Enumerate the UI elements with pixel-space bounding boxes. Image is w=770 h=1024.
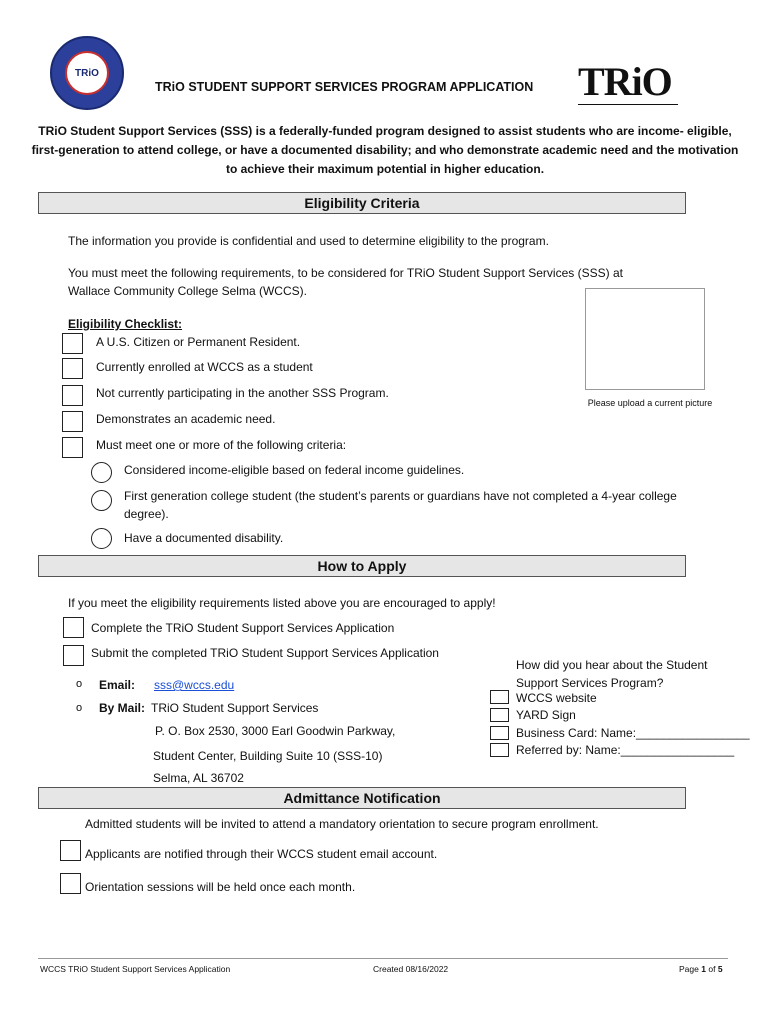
eligibility-heading: Eligibility Criteria (38, 192, 686, 214)
photo-caption: Please upload a current picture (587, 398, 713, 408)
footer-page-number (679, 964, 723, 974)
checkbox-wccs-website[interactable] (490, 690, 509, 704)
requirements-text: You must meet the following requirements, to be considered for TRiO Student Support Services (SSS) at Wallace Community College Selma (WCCS). (68, 266, 623, 298)
checkbox-yard-sign[interactable] (490, 708, 509, 722)
hear-question: How did you hear about the Student Support Services Program? (516, 658, 708, 690)
apply-step: Complete the TRiO Student Support Services Application (91, 621, 395, 635)
checklist-item: A U.S. Citizen or Permanent Resident. (96, 335, 301, 349)
apply-intro: If you meet the eligibility requirements listed above you are encouraged to apply! (68, 596, 496, 610)
checkbox-criteria[interactable] (62, 437, 83, 458)
page-label: Page (679, 964, 699, 974)
bullet-email: o (76, 678, 83, 690)
mail-label: By Mail: (99, 701, 146, 715)
checklist-item: Demonstrates an academic need. (96, 412, 276, 426)
how-to-apply-heading: How to Apply (38, 555, 686, 577)
mail-line: TRiO Student Support Services (151, 701, 319, 715)
footer-created: Created 08/16/2022 (373, 964, 449, 974)
admittance-item: Orientation sessions will be held once each month. (85, 880, 356, 894)
criteria-item: Have a documented disability. (124, 531, 284, 545)
footer-left: WCCS TRiO Student Support Services Application (40, 964, 231, 974)
page-current: 1 (701, 964, 706, 974)
intro-paragraph: TRiO Student Support Services (SSS) is a federally-funded program designed to assist students who are income- eligible, first-generation to attend college, or have a documented disability; and who demonstrate academic need and the motivation to achieve their maximum potential in higher education. (31, 124, 739, 176)
checkbox-academic-need[interactable] (62, 411, 83, 432)
checkbox-business-card[interactable] (490, 726, 509, 740)
radio-income-eligible[interactable] (91, 462, 112, 483)
confidential-text: The information you provide is confidential and used to determine eligibility to the program. (68, 234, 549, 248)
seal-text: TRiO (75, 67, 99, 79)
checkbox-notified-email[interactable] (60, 840, 81, 861)
logo-underline (578, 104, 678, 105)
checklist-label: Eligibility Checklist: (68, 317, 183, 331)
checkbox-citizen[interactable] (62, 333, 83, 354)
mail-line: Student Center, Building Suite 10 (SSS-10) (153, 749, 383, 763)
checklist-item: Not currently participating in the another SSS Program. (96, 386, 389, 400)
page-total: 5 (717, 964, 723, 974)
email-label: Email: (99, 678, 136, 692)
mail-line: Selma, AL 36702 (153, 771, 244, 785)
checkbox-submit-application[interactable] (63, 645, 84, 666)
checkbox-complete-application[interactable] (63, 617, 84, 638)
checkbox-enrolled[interactable] (62, 358, 83, 379)
trio-logo: TRiO (578, 59, 672, 104)
hear-option: Referred by: Name:_________________ (516, 743, 735, 757)
admittance-heading: Admittance Notification (38, 787, 686, 809)
page-of: of (708, 964, 716, 974)
bullet-mail: o (76, 702, 83, 714)
hear-option: WCCS website (516, 691, 597, 705)
admittance-item: Applicants are notified through their WCCS student email account. (85, 847, 438, 861)
radio-first-generation[interactable] (91, 490, 112, 511)
radio-disability[interactable] (91, 528, 112, 549)
admittance-intro: Admitted students will be invited to attend a mandatory orientation to secure program enrollment. (85, 817, 599, 831)
apply-step: Submit the completed TRiO Student Support Services Application (91, 646, 439, 660)
checklist-item: Must meet one or more of the following criteria: (96, 438, 347, 452)
page-title: TRiO STUDENT SUPPORT SERVICES PROGRAM APPLICATION (155, 80, 534, 94)
checklist-item: Currently enrolled at WCCS as a student (96, 360, 313, 374)
criteria-item: Considered income-eligible based on federal income guidelines. (124, 463, 465, 477)
mail-line: P. O. Box 2530, 3000 Earl Goodwin Parkway, (155, 724, 396, 738)
checkbox-referred-by[interactable] (490, 743, 509, 757)
footer-divider (38, 958, 728, 959)
checkbox-no-other-sss[interactable] (62, 385, 83, 406)
hear-option: Business Card: Name:_________________ (516, 726, 750, 740)
photo-upload-box[interactable] (585, 288, 705, 390)
trio-seal-logo (50, 36, 124, 110)
checkbox-orientation[interactable] (60, 873, 81, 894)
criteria-item: First generation college student (the student’s parents or guardians have not completed a 4-year college degree). (124, 489, 677, 521)
hear-option: YARD Sign (516, 708, 576, 722)
email-link[interactable]: sss@wccs.edu (154, 678, 235, 692)
